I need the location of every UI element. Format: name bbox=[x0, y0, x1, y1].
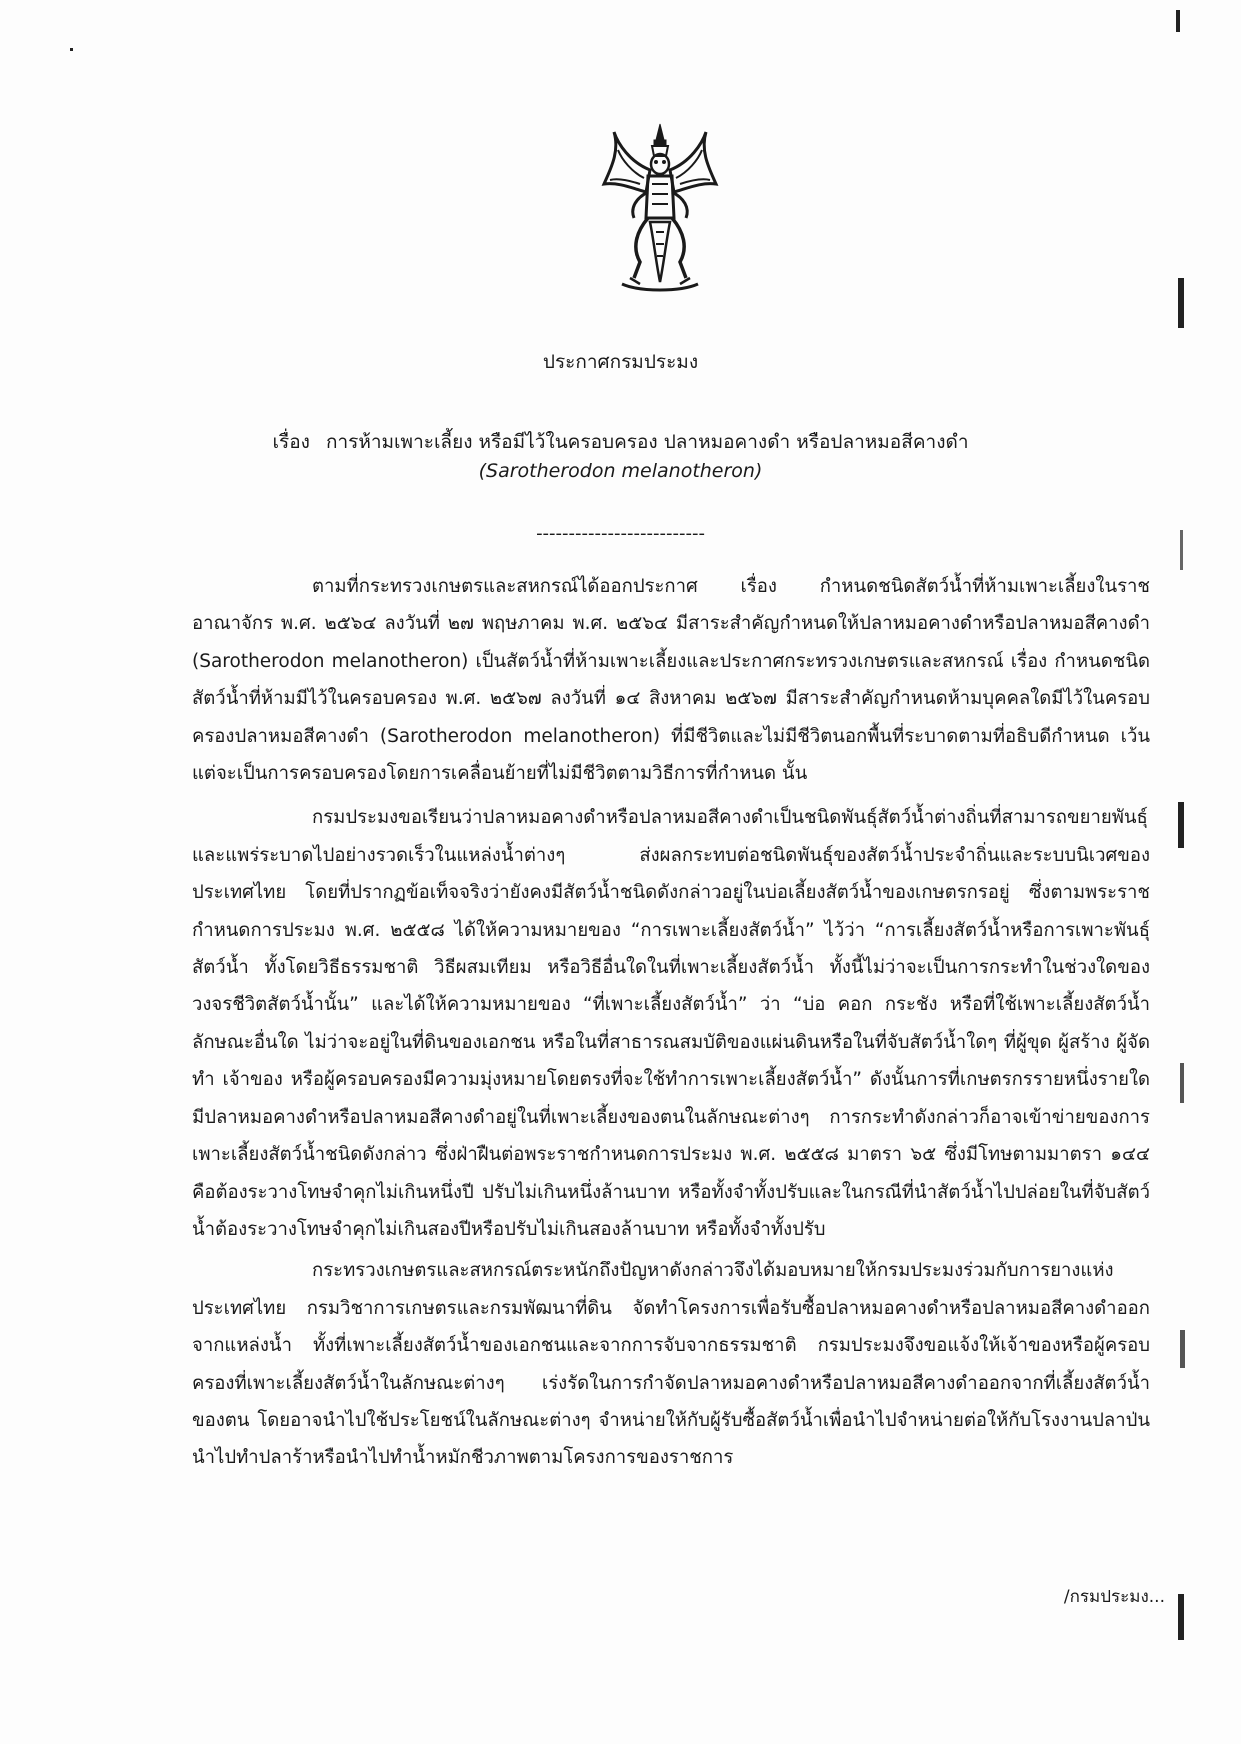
garuda-emblem-icon bbox=[600, 122, 720, 297]
scan-artifact bbox=[1178, 1594, 1184, 1640]
paragraph-3: กระทรวงเกษตรและสหกรณ์ตระหนักถึงปัญหาดังกล่าวจึงได้มอบหมายให้กรมประมงร่วมกับการยางแห่งประเทศไทย กรมวิชาการเกษตรและกรมพัฒนาที่ดิน จัดทำโครงการเพื่อรับซื้อปลาหมอคางดำหรือปลาหมอสีคางดำออกจากแหล่งน้ำ ทั้งที่เพาะเลี้ยงสัตว์น้ำของเอกชนและจากการจับจากธรรมชาติ กรมประมงจึงขอแจ้งให้เจ้าของหรือผู้ครอบครองที่เพาะเลี้ยงสัตว์น้ำในลักษณะต่างๆ เร่งรัดในการกำจัดปลาหมอคางดำหรือปลาหมอสีคางดำออกจากที่เลี้ยงสัตว์น้ำของตน โดยอาจนำไปใช้ประโยชน์ในลักษณะต่างๆ จำหน่ายให้กับผู้รับซื้อสัตว์น้ำเพื่อนำไปจำหน่ายต่อให้กับโรงงานปลาป่น นำไปทำปลาร้าหรือนำไปทำน้ำหมักชีวภาพตามโครงการของราชการ bbox=[192, 1260, 1150, 1469]
subject-line bbox=[0, 427, 1241, 457]
document-body bbox=[192, 568, 1150, 1484]
scientific-name: (Sarotherodon melanotheron) bbox=[478, 460, 763, 482]
continuation-marker: /กรมประมง... bbox=[1063, 1587, 1165, 1607]
scan-artifact bbox=[1178, 278, 1184, 328]
paragraph-1: ตามที่กระทรวงเกษตรและสหกรณ์ได้ออกประกาศ เรื่อง กำหนดชนิดสัตว์น้ำที่ห้ามเพาะเลี้ยงในราชอาณาจักร พ.ศ. ๒๕๖๔ ลงวันที่ ๒๗ พฤษภาคม พ.ศ. ๒๕๖๔ มีสาระสำคัญกำหนดให้ปลาหมอคางดำหรือปลาหมอสีคางดำ (Sarotherodon melanotheron) เป็นสัตว์น้ำที่ห้ามเพาะเลี้ยงและประกาศกระทรวงเกษตรและสหกรณ์ เรื่อง กำหนดชนิดสัตว์น้ำที่ห้ามมีไว้ในครอบครอง พ.ศ. ๒๕๖๗ ลงวันที่ ๑๔ สิงหาคม ๒๕๖๗ มีสาระสำคัญกำหนดห้ามบุคคลใดมีไว้ในครอบครองปลาหมอสีคางดำ (Sarotherodon melanotheron) ที่มีชีวิตและไม่มีชีวิตนอกพื้นที่ระบาดตามที่อธิบดีกำหนด เว้นแต่จะเป็นการครอบครองโดยการเคลื่อนย้ายที่ไม่มีชีวิตตามวิธีการที่กำหนด นั้น bbox=[192, 576, 1150, 785]
scan-artifact bbox=[1176, 10, 1180, 32]
scan-artifact bbox=[1180, 1330, 1185, 1368]
announcement-title: ประกาศกรมประมง bbox=[542, 351, 699, 373]
separator-line: -------------------------- bbox=[536, 523, 705, 544]
scan-artifact bbox=[70, 48, 73, 51]
paragraph-2: กรมประมงขอเรียนว่าปลาหมอคางดำหรือปลาหมอสีคางดำเป็นชนิดพันธุ์สัตว์น้ำต่างถิ่นที่สามารถขยายพันธุ์และแพร่ระบาดไปอย่างรวดเร็วในแหล่งน้ำต่างๆ ส่งผลกระทบต่อชนิดพันธุ์ของสัตว์น้ำประจำถิ่นและระบบนิเวศของประเทศไทย โดยที่ปรากฏข้อเท็จจริงว่ายังคงมีสัตว์น้ำชนิดดังกล่าวอยู่ในบ่อเลี้ยงสัตว์น้ำของเกษตรกรอยู่ ซึ่งตามพระราชกำหนดการประมง พ.ศ. ๒๕๕๘ ได้ให้ความหมายของ “การเพาะเลี้ยงสัตว์น้ำ” ไว้ว่า “การเลี้ยงสัตว์น้ำหรือการเพาะพันธุ์สัตว์น้ำ ทั้งโดยวิธีธรรมชาติ วิธีผสมเทียม หรือวิธีอื่นใดในที่เพาะเลี้ยงสัตว์น้ำ ทั้งนี้ไม่ว่าจะเป็นการกระทำในช่วงใดของวงจรชีวิตสัตว์น้ำนั้น” และได้ให้ความหมายของ “ที่เพาะเลี้ยงสัตว์น้ำ” ว่า “บ่อ คอก กระชัง หรือที่ใช้เพาะเลี้ยงสัตว์น้ำ ลักษณะอื่นใด ไม่ว่าจะอยู่ในที่ดินของเอกชน หรือในที่สาธารณสมบัติของแผ่นดินหรือในที่จับสัตว์น้ำใดๆ ที่ผู้ขุด ผู้สร้าง ผู้จัดทำ เจ้าของ หรือผู้ครอบครองมีความมุ่งหมายโดยตรงที่จะใช้ทำการเพาะเลี้ยงสัตว์น้ำ” ดังนั้นการที่เกษตรกรรายหนึ่งรายใดมีปลาหมอคางดำหรือปลาหมอสีคางดำอยู่ในที่เพาะเลี้ยงของตนในลักษณะต่างๆ การกระทำดังกล่าวก็อาจเข้าข่ายของการเพาะเลี้ยงสัตว์น้ำชนิดดังกล่าว ซึ่งฝ่าฝืนต่อพระราชกำหนดการประมง พ.ศ. ๒๕๕๘ มาตรา ๖๕ ซึ่งมีโทษตามมาตรา ๑๔๔ คือต้องระวางโทษจำคุกไม่เกินหนึ่งปี ปรับไม่เกินหนึ่งล้านบาท หรือทั้งจำทั้งปรับและในกรณีที่นำสัตว์น้ำไปปล่อยในที่จับสัตว์น้ำต้องระวางโทษจำคุกไม่เกินสองปีหรือปรับไม่เกินสองล้านบาท หรือทั้งจำทั้งปรับ bbox=[192, 807, 1150, 1240]
scan-artifact bbox=[1178, 802, 1184, 848]
subject-text: การห้ามเพาะเลี้ยง หรือมีไว้ในครอบครอง ปลาหมอคางดำ หรือปลาหมอสีคางดำ bbox=[325, 431, 969, 453]
scan-artifact bbox=[1180, 1063, 1184, 1103]
subject-label: เรื่อง bbox=[272, 431, 310, 453]
